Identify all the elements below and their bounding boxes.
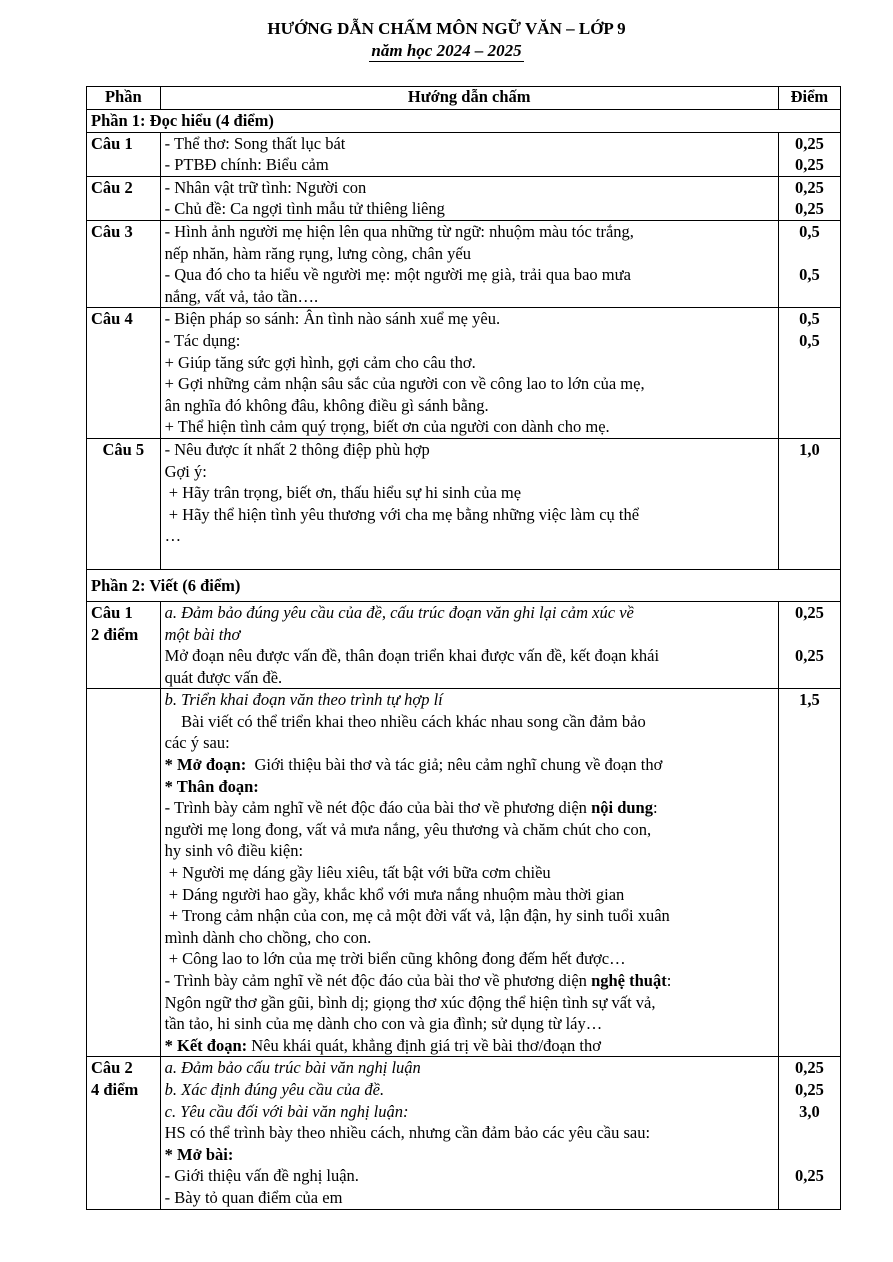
question-label: Câu 1 2 điểm — [87, 601, 161, 688]
section-row-part1 — [87, 110, 841, 133]
score-cell: 0,25 0,25 — [778, 601, 840, 688]
school-year: năm học 2024 – 2025 — [371, 41, 522, 60]
section-row-part2 — [87, 569, 841, 601]
score-cell: 0,5 0,5 — [778, 308, 840, 439]
score-cell: 0,25 0,25 — [778, 132, 840, 176]
guide-cell: - Nhân vật trữ tình: Người con - Chủ đề: Ca ngợi tình mẫu tử thiêng liêng — [160, 176, 778, 220]
score-cell: 1,5 — [778, 689, 840, 1057]
page-title: HƯỚNG DẪN CHẤM MÔN NGỮ VĂN – LỚP 9 — [267, 19, 626, 38]
score-cell: 0,25 0,25 — [778, 176, 840, 220]
question-label: Câu 2 4 điểm — [87, 1057, 161, 1209]
table-row — [87, 176, 841, 220]
table-row — [87, 132, 841, 176]
guide-cell: - Nêu được ít nhất 2 thông điệp phù hợp Gợi ý: + Hãy trân trọng, biết ơn, thấu hiểu sự hi sinh của mẹ + Hãy thể hiện tình yêu thương với cha mẹ bằng những việc làm cụ thể … — [160, 438, 778, 569]
question-label: Câu 4 — [87, 308, 161, 439]
col-header-score: Điểm — [778, 87, 840, 110]
section-title: Phần 2: Viết (6 điểm) — [87, 569, 841, 601]
table-row — [87, 601, 841, 688]
guide-cell: - Thể thơ: Song thất lục bát - PTBĐ chính: Biểu cảm — [160, 132, 778, 176]
col-header-guide: Hướng dẫn chấm — [160, 87, 778, 110]
guide-cell: - Biện pháp so sánh: Ân tình nào sánh xuể mẹ yêu. - Tác dụng: + Giúp tăng sức gợi hình, gợi cảm cho câu thơ. + Gợi những cảm nhận sâu sắc của người con về công lao to lớn của mẹ, ân nghĩa đó không đâu, không điều gì sánh bằng. + Thể hiện tình cảm quý trọng, biết ơn của người con dành cho mẹ. — [160, 308, 778, 439]
question-label-empty — [87, 689, 161, 1057]
grading-table — [86, 86, 841, 1210]
col-header-part: Phần — [87, 87, 161, 110]
table-row — [87, 308, 841, 439]
table-row — [87, 1057, 841, 1209]
question-label: Câu 2 — [87, 176, 161, 220]
table-row — [87, 220, 841, 307]
score-cell: 1,0 — [778, 438, 840, 569]
question-label: Câu 1 — [87, 132, 161, 176]
question-label: Câu 3 — [87, 220, 161, 307]
table-row — [87, 438, 841, 569]
score-cell: 0,5 0,5 — [778, 220, 840, 307]
guide-cell: a. Đảm bảo cấu trúc bài văn nghị luận b. Xác định đúng yêu cầu của đề. c. Yêu cầu đối với bài văn nghị luận: HS có thể trình bày theo nhiều cách, nhưng cần đảm bảo các yêu cầu sau: * Mở bài: - Giới thiệu vấn đề nghị luận. - Bày tỏ quan điểm của em — [160, 1057, 778, 1209]
section-title: Phần 1: Đọc hiểu (4 điểm) — [87, 110, 841, 133]
guide-cell: b. Triển khai đoạn văn theo trình tự hợp lí Bài viết có thể triển khai theo nhiều cách khác nhau song cần đảm bảo các ý sau: * Mở đoạn: Giới thiệu bài thơ và tác giả; nêu cảm nghĩ chung về đoạn thơ * Thân đoạn: - Trình bày cảm nghĩ về nét độc đáo của bài thơ về phương diện nội dung: người mẹ long đong, vất vả mưa nắng, yêu thương và chăm chút cho con, hy sinh vô điều kiện: + Người mẹ dáng gầy liêu xiêu, tất bật với bữa cơm chiều + Dáng người hao gầy, khắc khổ với mưa nắng nhuộm màu thời gian + Trong cảm nhận của con, mẹ cả một đời vất vả, lận đận, hy sinh tuổi xuân mình dành cho chồng, cho con. + Công lao to lớn của mẹ trời biển cũng không đong đếm hết được… - Trình bày cảm nghĩ về nét độc đáo của bài thơ về phương diện nghệ thuật: Ngôn ngữ thơ gần gũi, bình dị; giọng thơ xúc động thể hiện tình sự vất vả, tần tảo, hi sinh của mẹ dành cho con và gia đình; sử dụng từ láy… * Kết đoạn: Nêu khái quát, khẳng định giá trị về bài thơ/đoạn thơ — [160, 689, 778, 1057]
table-row — [87, 689, 841, 1057]
question-label: Câu 5 — [87, 438, 161, 569]
guide-cell: - Hình ảnh người mẹ hiện lên qua những từ ngữ: nhuộm màu tóc trắng, nếp nhăn, hàm răng rụng, lưng còng, chân yếu - Qua đó cho ta hiểu về người mẹ: một người mẹ già, trải qua bao mưa nắng, vất vả, tảo tần…. — [160, 220, 778, 307]
guide-cell: a. Đảm bảo đúng yêu cầu của đề, cấu trúc đoạn văn ghi lại cảm xúc về một bài thơ Mở đoạn nêu được vấn đề, thân đoạn triển khai được vấn đề, kết đoạn khái quát được vấn đề. — [160, 601, 778, 688]
table-header-row — [87, 87, 841, 110]
score-cell: 0,25 0,25 3,0 0,25 — [778, 1057, 840, 1209]
